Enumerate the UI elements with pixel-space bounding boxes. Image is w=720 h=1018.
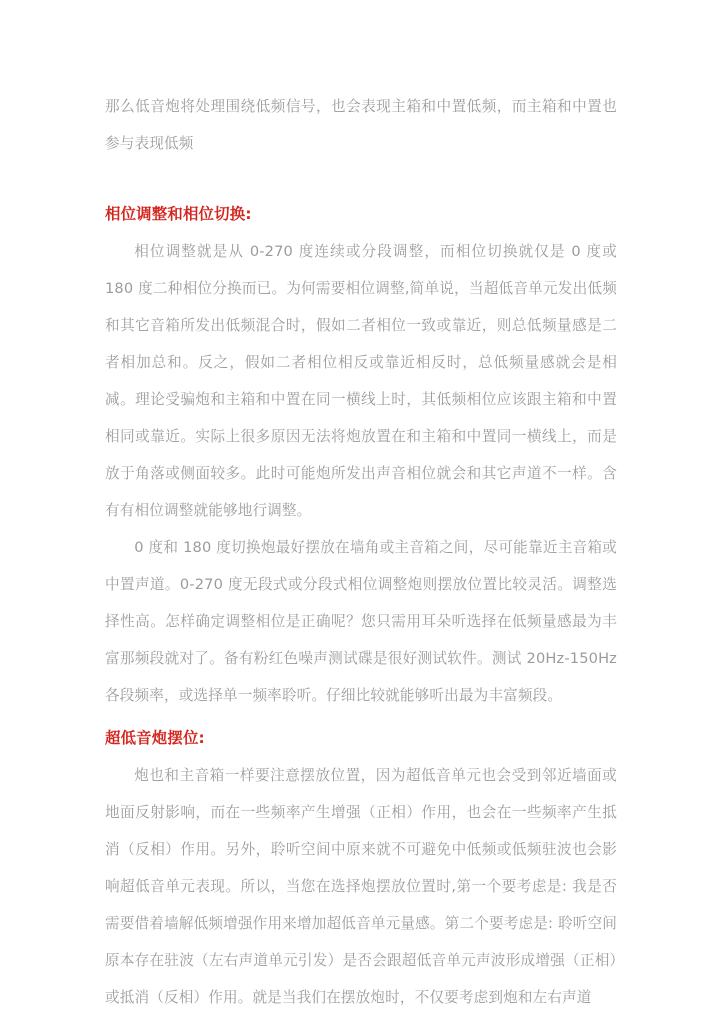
paragraph-phase-switch: 0 度和 180 度切换炮最好摆放在墙角或主音箱之间，尽可能靠近主音箱或中置声道。0-270 度无段式或分段式相位调整炮则摆放位置比较灵活。调整选择性高。怎样确定调整相位是正确呢？您只需用耳朵听选择在低频量感最为丰富那频段就对了。备有粉红色噪声测试碟是很好测试软件。测试 20Hz-150Hz 各段频率，或选择单一频率聆听。仔细比较就能够听出最为丰富频段。: [105, 539, 617, 704]
spacer-after-intro: [105, 162, 617, 196]
paragraph-phase-adjustment: 相位调整就是从 0-270 度连续或分段调整，而相位切换就仅是 0 度或 180 度二种相位分换而已。为何需要相位调整,简单说，当超低音单元发出低频和其它音箱所发出低频混合时，假如二者相位一致或靠近，则总低频量感是二者相加总和。反之，假如二者相位相反或靠近相反时，总低频量感就会是相减。理论受骗炮和主箱和中置在同一横线上时，其低频相位应该跟主箱和中置相同或靠近。实际上很多原因无法将炮放置在和主箱和中置同一横线上，而是放于角落或侧面较多。此时可能炮所发出声音相位就会和其它声道不一样。含有有相位调整就能够地行调整。: [105, 243, 617, 519]
paragraph-intro: 那么低音炮将处理围绕低频信号，也会表现主箱和中置低频，而主箱和中置也参与表现低频: [105, 98, 617, 152]
paragraph-subwoofer-placement: 炮也和主音箱一样要注意摆放位置，因为超低音单元也会受到邻近墙面或地面反射影响，而在一些频率产生增强（正相）作用，也会在一些频率产生抵消（反相）作用。另外，聆听空间中原来就不可避免中低频或低频驻波也会影响超低音单元表现。所以，当您在选择炮摆放位置时,第一个要考虑是: 我是否需要借着墙解低频增强作用来增加超低音单元量感。第二个要考虑是: 聆听空间原本存在驻波（左右声道单元引发）是否会跟超低音单元声波形成增强（正相）或抵消（反相）作用。就是当我们在摆放炮时，不仅要考虑到炮和左右声道: [105, 767, 617, 1006]
section-heading-phase-adjustment: 相位调整和相位切换:: [105, 205, 252, 223]
document-body: [105, 88, 617, 1016]
section-heading-subwoofer-placement: 超低音炮摆位:: [105, 729, 205, 747]
